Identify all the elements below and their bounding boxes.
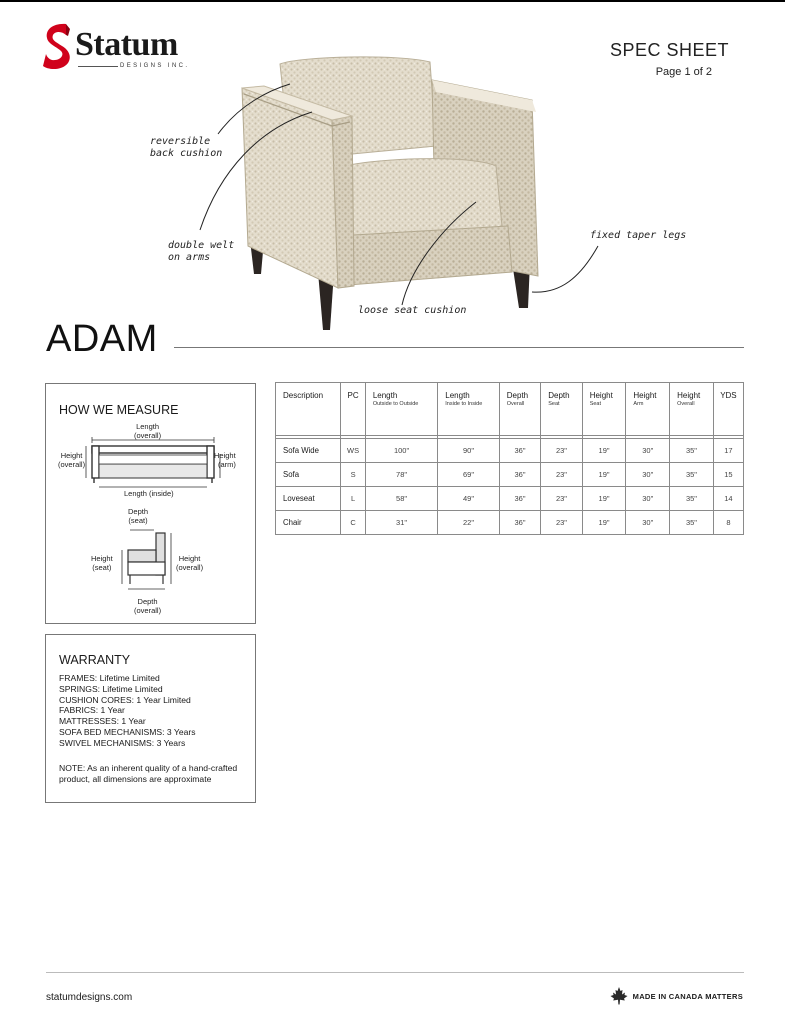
chair-illustration <box>140 50 700 340</box>
label-height-overall: Height (overall) <box>58 451 86 469</box>
footer-url[interactable]: statumdesigns.com <box>46 992 133 1003</box>
measure-title: HOW WE MEASURE <box>59 403 179 417</box>
table-cell: 19" <box>582 511 626 535</box>
row-description: Sofa Wide <box>276 439 341 463</box>
callout-arms: double welt on arms <box>168 240 235 263</box>
label-length-inside: Length (inside) <box>124 489 174 498</box>
table-cell: 30" <box>626 463 670 487</box>
table-cell: 100" <box>365 439 437 463</box>
table-cell: 17 <box>713 439 743 463</box>
label-height-seat: Height (seat) <box>91 554 113 572</box>
column-header: Length Outside to Outside <box>365 383 437 436</box>
table-cell: 69" <box>438 463 500 487</box>
title-rule <box>174 347 744 348</box>
table-cell: 19" <box>582 439 626 463</box>
table-row <box>276 463 744 487</box>
table-row <box>276 439 744 463</box>
row-description: Loveseat <box>276 487 341 511</box>
table-cell: 31" <box>365 511 437 535</box>
table-cell: 36" <box>499 487 540 511</box>
table-cell: 19" <box>582 463 626 487</box>
page-indicator: Page 1 of 2 <box>655 66 712 78</box>
table-cell: 19" <box>582 487 626 511</box>
measure-diagram <box>46 384 255 623</box>
table-cell: 30" <box>626 439 670 463</box>
label-height-overall-chair: Height (overall) <box>176 554 204 572</box>
column-header: Depth Seat <box>541 383 582 436</box>
table-cell: 23" <box>541 463 582 487</box>
warranty-list <box>59 673 196 749</box>
table-cell: 30" <box>626 511 670 535</box>
maple-leaf-icon <box>609 986 629 1006</box>
table-cell: C <box>341 511 365 535</box>
label-depth-overall: Depth (overall) <box>134 597 162 615</box>
column-header: YDS <box>713 383 743 436</box>
table-cell: 36" <box>499 511 540 535</box>
table-cell: 35" <box>670 463 714 487</box>
brand-tagline: DESIGNS INC. <box>120 63 190 69</box>
table-cell: 35" <box>670 487 714 511</box>
table-cell: 8 <box>713 511 743 535</box>
warranty-item: SOFA BED MECHANISMS: 3 Years <box>59 726 196 737</box>
brand-name: Statum <box>75 26 178 63</box>
callout-legs: fixed taper legs <box>590 230 687 241</box>
table-cell: 78" <box>365 463 437 487</box>
table-cell: 14 <box>713 487 743 511</box>
warranty-item: FRAMES: Lifetime Limited <box>59 673 160 683</box>
table-cell: 15 <box>713 463 743 487</box>
label-depth-seat: Depth (seat) <box>128 507 149 525</box>
table-cell: 35" <box>670 511 714 535</box>
made-in-canada-badge <box>609 985 743 1007</box>
label-length-overall: Length (overall) <box>134 422 162 440</box>
footer-rule <box>46 972 744 973</box>
made-in-canada-text: MADE IN CANADA MATTERS <box>632 991 743 1001</box>
table-cell: 22" <box>438 511 500 535</box>
spec-table <box>275 382 744 535</box>
table-cell: S <box>341 463 365 487</box>
table-cell: 35" <box>670 439 714 463</box>
callout-back-cushion: reversible back cushion <box>150 136 223 159</box>
table-cell: 36" <box>499 463 540 487</box>
column-header: Height Seat <box>582 383 626 436</box>
warranty-box <box>45 634 256 803</box>
column-header: Description <box>276 383 341 436</box>
warranty-title: WARRANTY <box>59 653 131 667</box>
column-header: Height Arm <box>626 383 670 436</box>
doc-type-title: SPEC SHEET <box>609 40 729 60</box>
label-height-arm: Height (arm) <box>214 451 236 469</box>
row-description: Sofa <box>276 463 341 487</box>
warranty-item: FABRICS: 1 Year <box>59 705 125 716</box>
warranty-item: MATTRESSES: 1 Year <box>59 716 146 727</box>
row-description: Chair <box>276 511 341 535</box>
column-header: Length Inside to Inside <box>438 383 500 436</box>
table-cell: L <box>341 487 365 511</box>
table-cell: 58" <box>365 487 437 511</box>
warranty-note: NOTE: As an inherent quality of a hand-crafted product, all dimensions are approximate <box>59 763 238 784</box>
table-cell: 23" <box>541 439 582 463</box>
table-cell: 23" <box>541 511 582 535</box>
callout-seat: loose seat cushion <box>358 305 467 316</box>
table-cell: 36" <box>499 439 540 463</box>
table-cell: 23" <box>541 487 582 511</box>
column-header: Height Overall <box>670 383 714 436</box>
warranty-item: SWIVEL MECHANISMS: 3 Years <box>59 737 186 748</box>
warranty-item: CUSHION CORES: 1 Year Limited <box>59 694 191 705</box>
table-cell: 49" <box>438 487 500 511</box>
column-header: Depth Overall <box>499 383 540 436</box>
warranty-item: SPRINGS: Lifetime Limited <box>59 683 163 694</box>
red-s-logo-icon <box>42 22 72 72</box>
table-row <box>276 487 744 511</box>
measure-box <box>45 383 256 624</box>
product-name: ADAM <box>46 318 158 360</box>
table-cell: 90" <box>438 439 500 463</box>
table-row <box>276 511 744 535</box>
top-rule <box>0 0 785 2</box>
table-cell: WS <box>341 439 365 463</box>
table-header-row <box>276 383 744 436</box>
table-cell: 30" <box>626 487 670 511</box>
column-header: PC <box>341 383 365 436</box>
logo-divider <box>78 66 118 67</box>
